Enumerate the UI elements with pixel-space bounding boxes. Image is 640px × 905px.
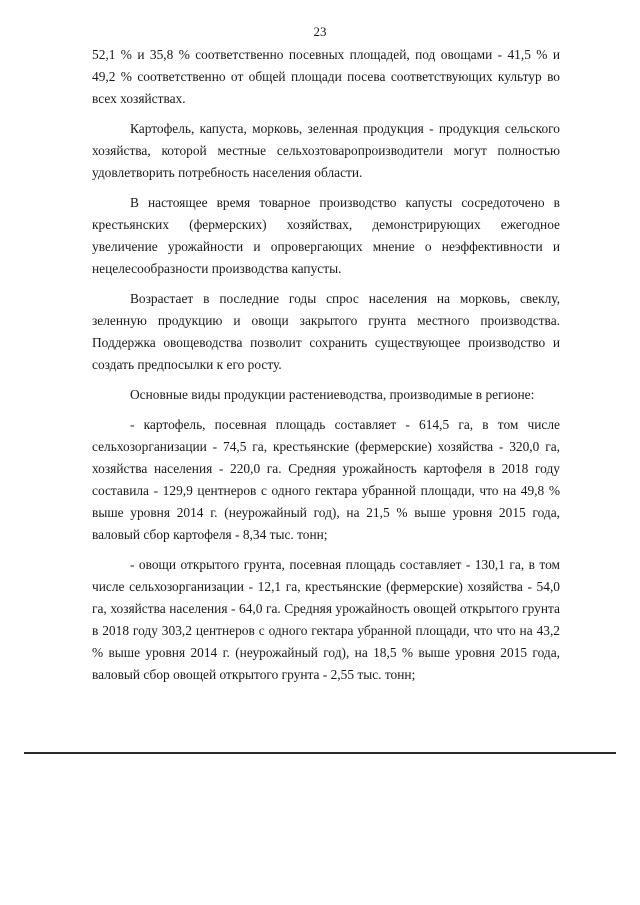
page-bottom-rule (24, 752, 616, 754)
paragraph-main-crop-types: Основные виды продукции растениеводства, производимые в регионе: (130, 387, 535, 402)
page-number: 23 (313, 24, 327, 39)
list-item-open-field-vegetables: - овощи открытого грунта, посевная площадь составляет - 130,1 га, в том числе сельхозорганизации - 12,1 га, крестьянские (фермерские) хозяйства - 54,0 га, хозяйства населения - 64,0 га. Средняя урожайность овощей открытого грунта в 2018 году 303,2 центнеров с одного гектара убранной площади, что что на 43,2 % выше уровня 2014 г. (неурожайный год), на 18,5 % выше уровня 2015 года, валовый сбор овощей открытого грунта - 2,55 тыс. тонн; (92, 557, 560, 682)
list-item-potatoes: - картофель, посевная площадь составляет - 614,5 га, в том числе сельхозорганизации - 74,5 га, крестьянские (фермерские) хозяйства - 320,0 га, хозяйства населения - 220,0 га. Средняя урожайность картофеля в 2018 году составила - 129,9 центнеров с одного гектара убранной площади, что на 49,8 % выше уровня 2014 г. (неурожайный год), на 21,5 % выше уровня 2015 года, валовый сбор картофеля - 8,34 тыс. тонн; (92, 417, 560, 542)
paragraph-local-produce: Картофель, капуста, морковь, зеленная продукция - продукция сельского хозяйства, которой местные сельхозтоваропроизводители могут полностью удовлетворить потребность населения области. (92, 121, 560, 180)
document-body (92, 44, 560, 694)
paragraph-sown-areas-share: 52,1 % и 35,8 % соответственно посевных площадей, под овощами - 41,5 % и 49,2 % соответственно от общей площади посева соответствующих культур во всех хозяйствах. (92, 47, 560, 106)
paragraph-demand-growth: Возрастает в последние годы спрос населения на морковь, свеклу, зеленную продукцию и овощи закрытого грунта местного производства. Поддержка овощеводства позволит сохранить существующее производство и создать предпосылки к его росту. (92, 291, 560, 372)
paragraph-cabbage-production: В настоящее время товарное производство капусты сосредоточено в крестьянских (фермерских) хозяйствах, демонстрирующих ежегодное увеличение урожайности и опровергающих мнение о неэффективности и нецелесообразности производства капусты. (92, 195, 560, 276)
